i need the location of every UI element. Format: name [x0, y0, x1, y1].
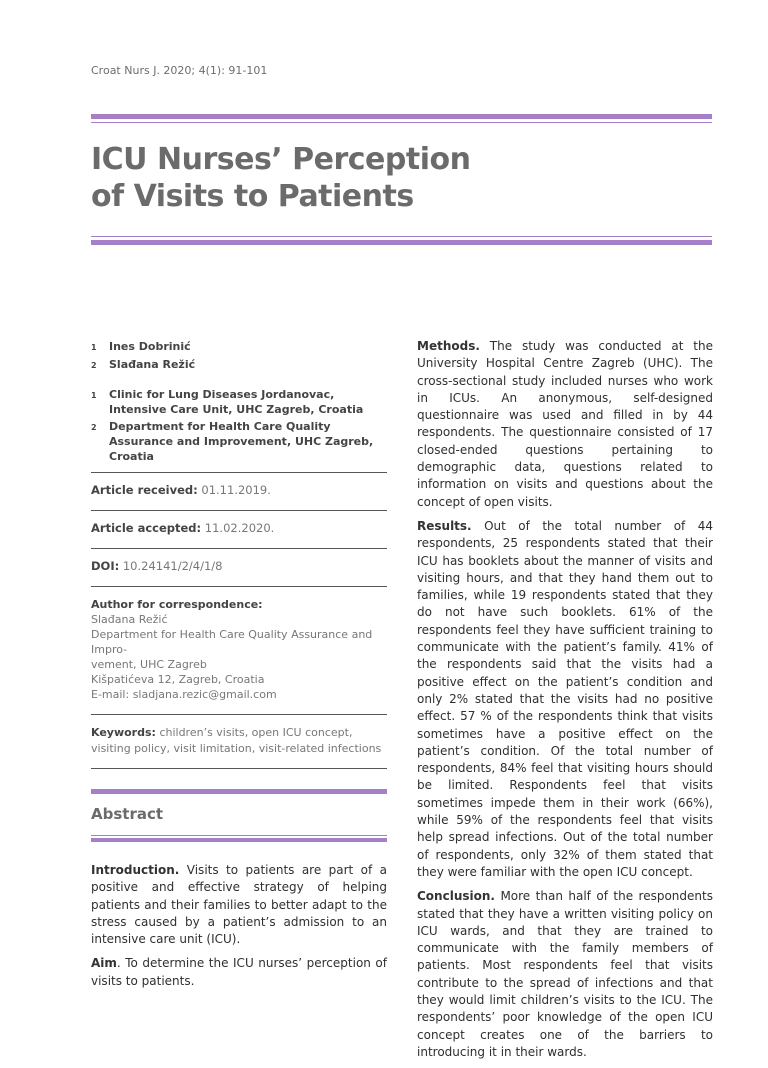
article-info-column: [91, 338, 387, 769]
correspondence-email: E-mail: sladjana.rezic@gmail.com: [91, 688, 277, 701]
correspondence-block: Author for correspondence: Slađana Režić Department for Health Care Quality Assurance and Impro- vement, UHC Zagreb Kišpatićeva 12, Zagreb, Croatia E-mail: sladjana.rezic@gmail.com: [91, 597, 387, 702]
title-line-1: ICU Nurses’ Perception: [91, 142, 471, 177]
title-bottom-rule: [91, 236, 712, 245]
results-paragraph: Results. Out of the total number of 44 respondents, 25 respondents stated that their ICU has booklets about the manner of visits and visiting hours, and that they hand them out to families, while 19 respondents stated that they do not have such booklets. 61% of the respondents feel they have sufficient training to communicate with the patient’s family. 41% of the respondents said that the visits had a positive effect on the patient’s condition and only 2% stated that the visits had no positive effect. 57 % of the respondents think that visits sometimes have a positive effect on the patient’s condition. Of the total number of respondents, 84% feel that visiting hours should be limited. Respondents feel that visits sometimes impede them in their work (66%), while 59% of the respondents feel that visits help spread infections. Out of the total number of respondents, only 32% of them stated that they were familiar with the open ICU concept.: [417, 518, 713, 879]
article-accepted: Article accepted: 11.02.2020.: [91, 521, 275, 535]
divider: [91, 714, 387, 715]
divider: [91, 472, 387, 473]
author: 2 Slađana Režić: [91, 358, 196, 371]
journal-reference: Croat Nurs J. 2020; 4(1): 91-101: [91, 64, 268, 77]
affiliation: 1 Clinic for Lung Diseases Jordanovac, Intensive Care Unit, UHC Zagreb, Croatia: [91, 388, 364, 416]
divider: [91, 586, 387, 587]
divider: [91, 768, 387, 769]
abstract-heading: Abstract: [91, 805, 164, 823]
title-line-2: of Visits to Patients: [91, 179, 414, 214]
keywords: Keywords: children’s visits, open ICU concept, visiting policy, visit limitation, visit-related infections: [91, 726, 382, 755]
methods-paragraph: Methods. The study was conducted at the University Hospital Centre Zagreb (UHC). The cross-sectional study included nurses who work in ICUs. An anonymous, self-designed questionnaire was used and filled in by 44 respondents. The questionnaire consisted of 17 closed-ended questions pertaining to demographic data, questions related to information on visits and questions about the concept of open visits.: [417, 339, 713, 509]
divider: [91, 510, 387, 511]
affiliation: 2 Department for Health Care Quality Assurance and Improvement, UHC Zagreb, Croatia: [91, 420, 374, 463]
article-title: [91, 141, 691, 215]
article-received: Article received: 01.11.2019.: [91, 483, 271, 497]
author: 1 Ines Dobrinić: [91, 340, 191, 353]
author-list: [91, 338, 387, 374]
abstract-right-column: [417, 338, 713, 1068]
doi: DOI: 10.24141/2/4/1/8: [91, 559, 223, 573]
abstract-bottom-rule: [91, 835, 387, 842]
aim-paragraph: Aim. To determine the ICU nurses’ perception of visits to patients.: [91, 956, 387, 988]
title-top-rule: [91, 114, 712, 123]
divider: [91, 548, 387, 549]
conclusion-paragraph: Conclusion. More than half of the respondents stated that they have a written visiting policy on ICU wards, and that they are trained to communicate with the family members of patients. Most respondents feel that visits contribute to the spread of infections and that they would limit children’s visits to the ICU. The respondents’ poor knowledge of the open ICU concept creates one of the barriers to introducing it in their wards.: [417, 889, 713, 1059]
introduction-paragraph: Introduction. Visits to patients are part of a positive and effective strategy of helping patients and their families to better adapt to the stress caused by a patient’s admission to an intensive care unit (ICU).: [91, 863, 387, 947]
affiliation-list: [91, 387, 387, 464]
abstract-top-rule: [91, 787, 387, 794]
abstract-left-body: [91, 862, 387, 990]
